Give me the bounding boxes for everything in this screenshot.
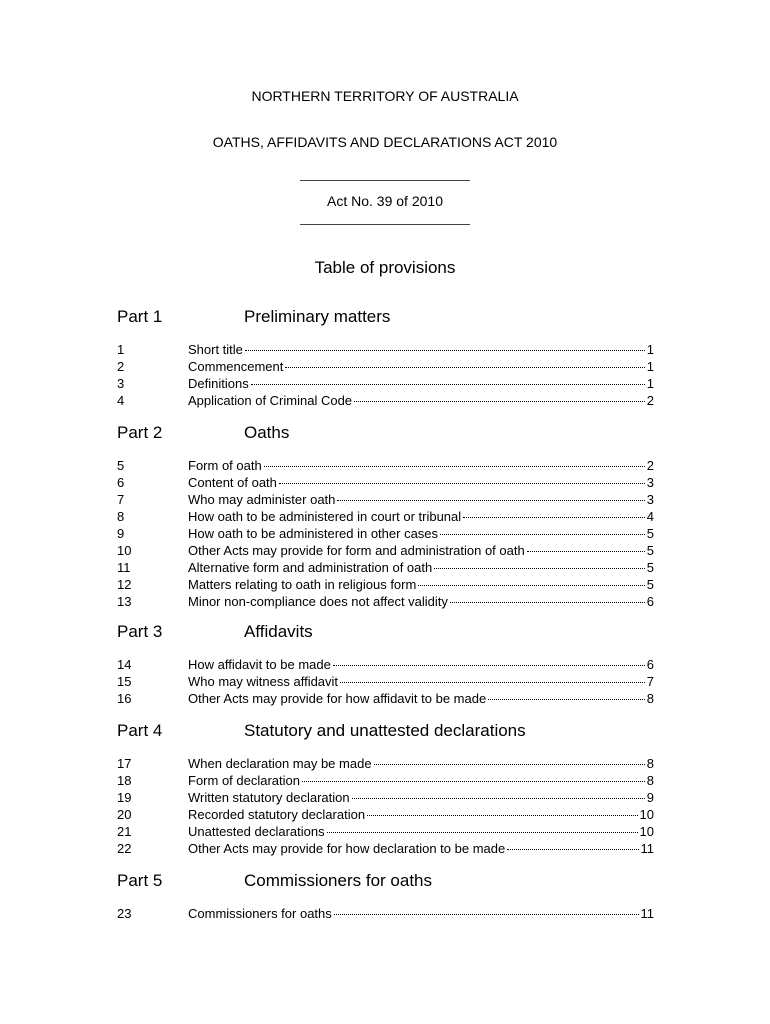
page-number: 9 <box>646 790 654 805</box>
dot-leader <box>264 466 645 467</box>
section-number: 20 <box>117 807 132 822</box>
section-title: Alternative form and administration of oath <box>188 560 433 575</box>
section-title: Who may administer oath <box>188 492 336 507</box>
section-title: Other Acts may provide for how declaration to be made <box>188 841 506 856</box>
dot-leader <box>374 764 645 765</box>
page-number: 10 <box>639 824 654 839</box>
part-label: Part 4 <box>117 721 163 740</box>
page-number: 8 <box>646 756 654 771</box>
dot-leader <box>285 367 644 368</box>
toc-row[interactable] <box>0 341 770 358</box>
section-title: How oath to be administered in court or tribunal <box>188 509 462 524</box>
section-number: 2 <box>117 359 125 374</box>
dot-leader <box>337 500 644 501</box>
part-label: Part 3 <box>117 622 163 641</box>
dot-leader <box>527 551 645 552</box>
page-number: 6 <box>646 594 654 609</box>
toc-heading: Table of provisions <box>314 258 456 277</box>
toc-row[interactable] <box>0 491 770 508</box>
section-number: 5 <box>117 458 125 473</box>
page-number: 2 <box>646 393 654 408</box>
section-title: Content of oath <box>188 475 277 490</box>
toc-row[interactable] <box>0 690 770 707</box>
page-number: 5 <box>646 577 654 592</box>
toc-row[interactable] <box>0 905 770 922</box>
section-number: 8 <box>117 509 125 524</box>
toc-row[interactable] <box>0 375 770 392</box>
dot-leader <box>245 350 645 351</box>
section-number: 21 <box>117 824 132 839</box>
dot-leader <box>440 534 645 535</box>
page-number: 1 <box>646 342 654 357</box>
section-number: 11 <box>117 560 131 575</box>
part-title: Oaths <box>244 423 290 442</box>
dot-leader <box>463 517 645 518</box>
page-number: 5 <box>646 526 654 541</box>
part-title: Statutory and unattested declarations <box>244 721 526 740</box>
section-number: 13 <box>117 594 132 609</box>
page-number: 5 <box>646 560 654 575</box>
toc-row[interactable] <box>0 593 770 610</box>
page-number: 3 <box>646 475 654 490</box>
part-title: Commissioners for oaths <box>244 871 433 890</box>
toc-row[interactable] <box>0 474 770 491</box>
part-heading <box>0 871 770 893</box>
section-number: 18 <box>117 773 132 788</box>
section-title: When declaration may be made <box>188 756 372 771</box>
section-number: 1 <box>117 342 125 357</box>
section-number: 17 <box>117 756 132 771</box>
jurisdiction-heading: NORTHERN TERRITORY OF AUSTRALIA <box>251 88 519 104</box>
part-heading <box>0 307 770 329</box>
page-number: 5 <box>646 543 654 558</box>
dot-leader <box>327 832 638 833</box>
page-number: 10 <box>639 807 654 822</box>
toc-row[interactable] <box>0 772 770 789</box>
section-number: 6 <box>117 475 125 490</box>
part-label: Part 2 <box>117 423 163 442</box>
part-title: Affidavits <box>244 622 313 641</box>
toc-row[interactable] <box>0 673 770 690</box>
part-heading <box>0 423 770 445</box>
part-heading <box>0 721 770 743</box>
dot-leader <box>279 483 645 484</box>
part-label: Part 1 <box>117 307 163 326</box>
page-number: 3 <box>646 492 654 507</box>
section-title: Written statutory declaration <box>188 790 350 805</box>
dot-leader <box>340 682 645 683</box>
toc-row[interactable] <box>0 656 770 673</box>
page-number: 11 <box>640 841 654 856</box>
section-number: 15 <box>117 674 132 689</box>
toc-row[interactable] <box>0 840 770 857</box>
section-number: 4 <box>117 393 125 408</box>
toc-row[interactable] <box>0 525 770 542</box>
section-title: Recorded statutory declaration <box>188 807 366 822</box>
part-title: Preliminary matters <box>244 307 391 326</box>
page-number: 11 <box>640 906 654 921</box>
section-number: 14 <box>117 657 132 672</box>
toc-row[interactable] <box>0 823 770 840</box>
section-title: Unattested declarations <box>188 824 325 839</box>
part-heading <box>0 622 770 644</box>
section-title: Commissioners for oaths <box>188 906 332 921</box>
section-title: Who may witness affidavit <box>188 674 339 689</box>
dot-leader <box>352 798 645 799</box>
toc-row[interactable] <box>0 559 770 576</box>
section-title: How affidavit to be made <box>188 657 331 672</box>
dot-leader <box>488 699 645 700</box>
dot-leader <box>418 585 644 586</box>
toc-row[interactable] <box>0 392 770 409</box>
section-title: Form of oath <box>188 458 262 473</box>
section-title: Commencement <box>188 359 284 374</box>
dot-leader <box>434 568 645 569</box>
section-title: Other Acts may provide for form and administration of oath <box>188 543 525 558</box>
toc-row[interactable] <box>0 457 770 474</box>
toc-row[interactable] <box>0 755 770 772</box>
act-number: Act No. 39 of 2010 <box>327 193 443 209</box>
dot-leader <box>333 665 645 666</box>
section-number: 12 <box>117 577 132 592</box>
section-number: 16 <box>117 691 132 706</box>
section-number: 7 <box>117 492 125 507</box>
toc-row[interactable] <box>0 542 770 559</box>
section-number: 22 <box>117 841 132 856</box>
toc-row[interactable] <box>0 576 770 593</box>
toc-row[interactable] <box>0 806 770 823</box>
section-number: 19 <box>117 790 132 805</box>
dot-leader <box>302 781 645 782</box>
page-number: 1 <box>646 376 654 391</box>
page-number: 6 <box>646 657 654 672</box>
section-title: Matters relating to oath in religious form <box>188 577 417 592</box>
dot-leader <box>334 914 639 915</box>
toc-row[interactable] <box>0 508 770 525</box>
dot-leader <box>450 602 645 603</box>
divider-bottom <box>300 224 470 225</box>
page-number: 8 <box>646 691 654 706</box>
section-title: Definitions <box>188 376 249 391</box>
page-number: 2 <box>646 458 654 473</box>
dot-leader <box>367 815 637 816</box>
section-number: 3 <box>117 376 125 391</box>
section-title: Form of declaration <box>188 773 300 788</box>
page-number: 1 <box>646 359 654 374</box>
divider-top <box>300 180 470 181</box>
page-number: 8 <box>646 773 654 788</box>
dot-leader <box>354 401 645 402</box>
page-number: 7 <box>646 674 654 689</box>
section-number: 23 <box>117 906 132 921</box>
toc-row[interactable] <box>0 789 770 806</box>
act-title: OATHS, AFFIDAVITS AND DECLARATIONS ACT 2010 <box>212 134 558 150</box>
section-number: 9 <box>117 526 125 541</box>
section-number: 10 <box>117 543 132 558</box>
dot-leader <box>507 849 638 850</box>
section-title: Short title <box>188 342 243 357</box>
section-title: Other Acts may provide for how affidavit to be made <box>188 691 487 706</box>
section-title: Application of Criminal Code <box>188 393 353 408</box>
dot-leader <box>251 384 645 385</box>
toc-row[interactable] <box>0 358 770 375</box>
section-title: How oath to be administered in other cases <box>188 526 439 541</box>
section-title: Minor non-compliance does not affect validity <box>188 594 448 609</box>
part-label: Part 5 <box>117 871 163 890</box>
page-number: 4 <box>646 509 654 524</box>
